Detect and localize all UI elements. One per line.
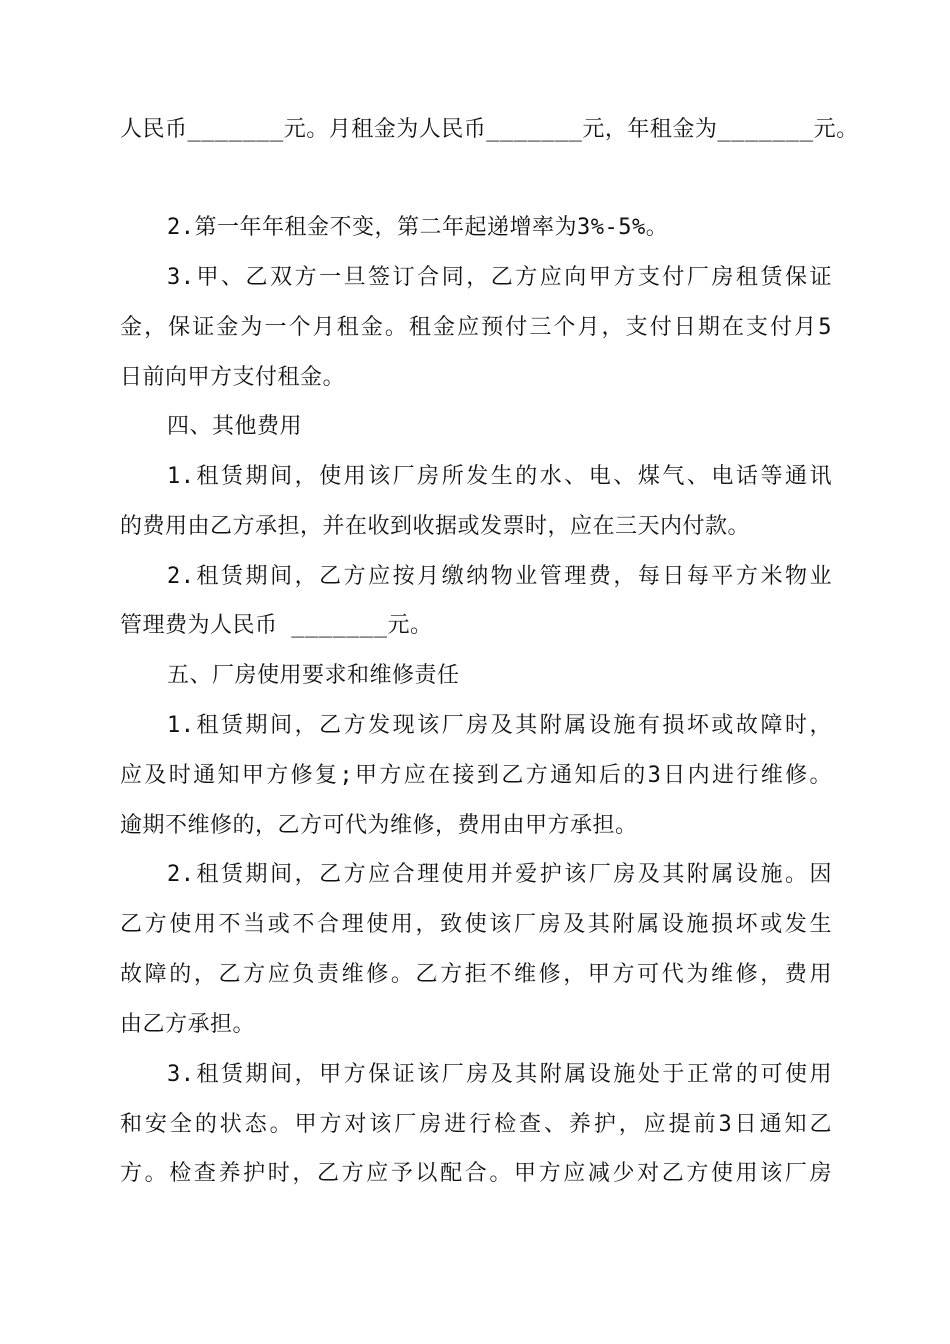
text-line-repair-1: 1.租赁期间，乙方发现该厂房及其附属设施有损坏或故障时， — [167, 713, 832, 738]
text-line-utilities-1: 1.租赁期间，使用该厂房所发生的水、电、煤气、电话等通讯 — [167, 464, 832, 489]
text-line-rent-amounts: 人民币_______元。月租金为人民币_______元，年租金为_______元。 — [120, 117, 859, 142]
text-line-proper-use-1: 2.租赁期间，乙方应合理使用并爱护该厂房及其附属设施。因 — [167, 862, 832, 887]
text-line-deposit-1: 3.甲、乙双方一旦签订合同，乙方应向甲方支付厂房租赁保证 — [167, 265, 832, 290]
text-line-rent-increase: 2.第一年年租金不变，第二年起递增率为3%-5%。 — [167, 215, 669, 240]
text-line-property-fee-2: 管理费为人民币 _______元。 — [120, 613, 433, 638]
text-line-inspection-1: 3.租赁期间，甲方保证该厂房及其附属设施处于正常的可使用 — [167, 1062, 832, 1087]
text-line-inspection-2: 和安全的状态。甲方对该厂房进行检查、养护，应提前3日通知乙 — [120, 1112, 832, 1137]
text-line-proper-use-3: 故障的，乙方应负责维修。乙方拒不维修，甲方可代为维修，费用 — [120, 962, 832, 987]
text-line-property-fee-1: 2.租赁期间，乙方应按月缴纳物业管理费，每日每平方米物业 — [167, 564, 832, 589]
text-line-repair-3: 逾期不维修的，乙方可代为维修，费用由甲方承担。 — [120, 813, 638, 838]
text-line-utilities-2: 的费用由乙方承担，并在收到收据或发票时，应在三天内付款。 — [120, 514, 751, 539]
text-line-deposit-3: 日前向甲方支付租金。 — [120, 365, 346, 390]
section-heading-usage-maintenance: 五、厂房使用要求和维修责任 — [167, 663, 460, 688]
text-line-inspection-3: 方。检查养护时，乙方应予以配合。甲方应减少对乙方使用该厂房 — [120, 1161, 832, 1186]
section-heading-other-fees: 四、其他费用 — [167, 414, 303, 439]
text-line-proper-use-2: 乙方使用不当或不合理使用，致使该厂房及其附属设施损坏或发生 — [120, 912, 832, 937]
text-line-repair-2: 应及时通知甲方修复;甲方应在接到乙方通知后的3日内进行维修。 — [120, 763, 832, 788]
text-line-deposit-2: 金，保证金为一个月租金。租金应预付三个月，支付日期在支付月5 — [120, 315, 832, 340]
text-line-proper-use-4: 由乙方承担。 — [120, 1012, 256, 1037]
